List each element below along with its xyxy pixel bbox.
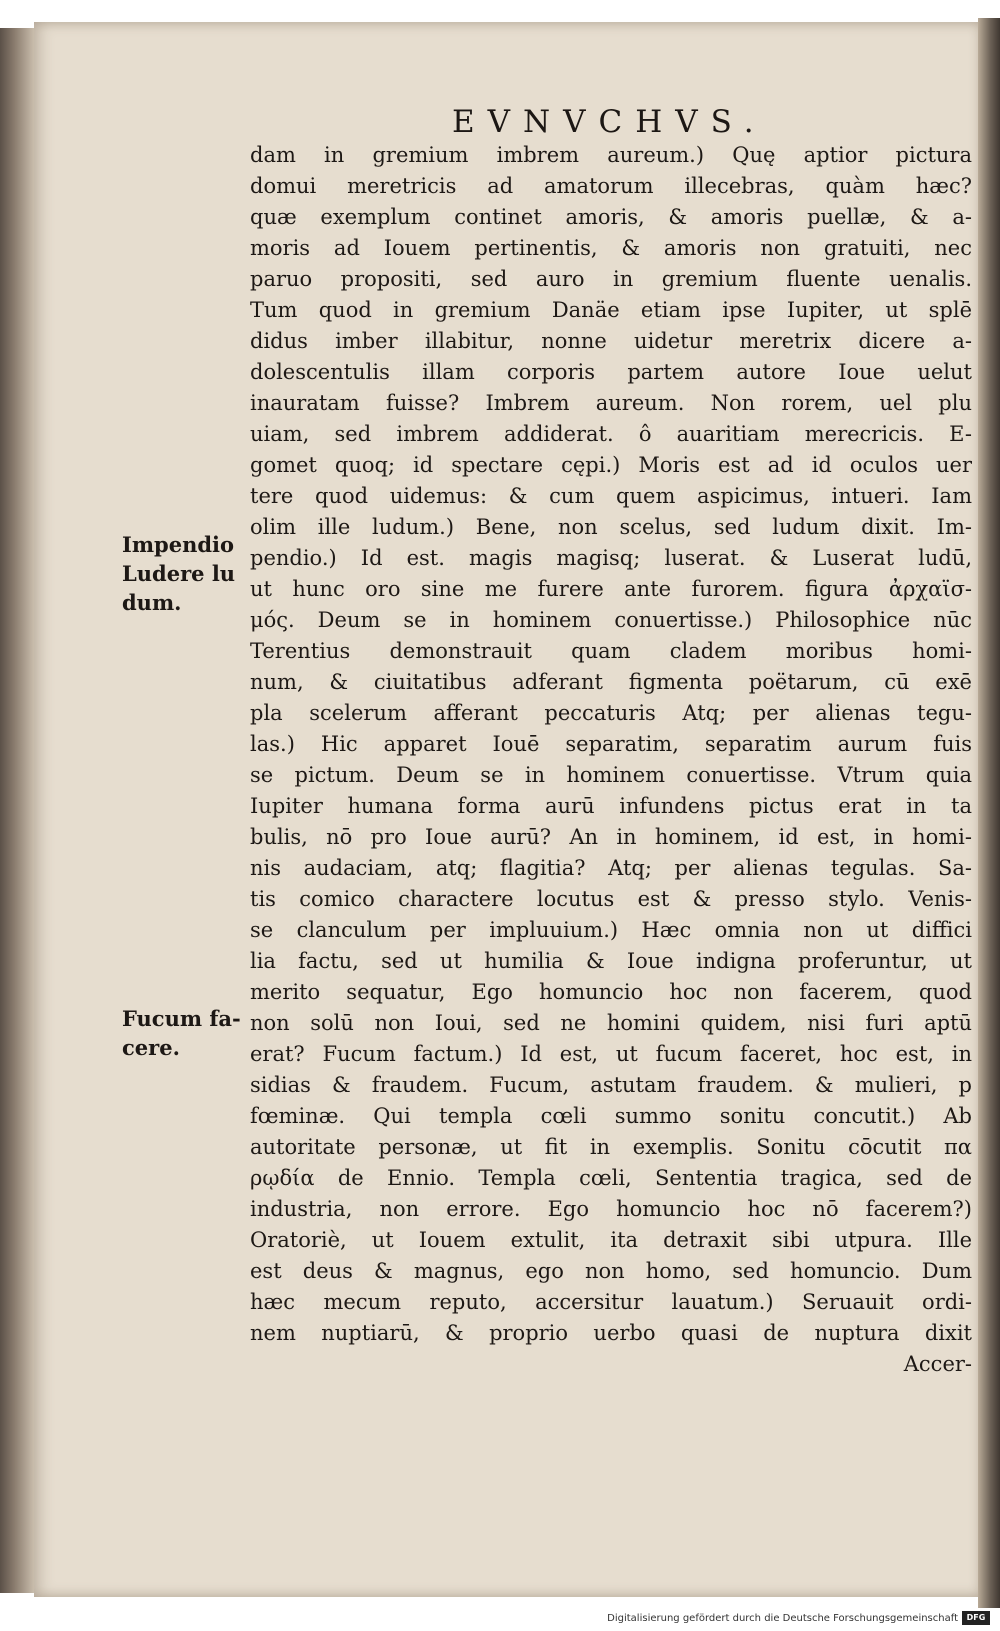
text-line: lia factu, sed ut humilia & Ioue indigna proferuntur, ut xyxy=(250,949,972,973)
text-line: se pictum. Deum se in hominem conuertisse. Vtrum quia xyxy=(250,763,972,787)
text-line: inauratam fuisse? Imbrem aureum. Non rorem, uel plu xyxy=(250,391,972,415)
text-line: tere quod uidemus: & cum quem aspicimus, intueri. Iam xyxy=(250,484,972,508)
margin-note-line: cere. xyxy=(122,1035,180,1060)
text-line: Accer- xyxy=(903,1352,972,1376)
text-line: ut hunc oro sine me furere ante furorem. figura ἀρχαϊσ- xyxy=(250,577,972,601)
text-line: pendio.) Id est. magis magisq; luserat. & Luserat ludū, xyxy=(250,546,972,570)
text-line: moris ad Iouem pertinentis, & amoris non gratuiti, nec xyxy=(250,236,972,260)
text-line: uiam, sed imbrem addiderat. ô auaritiam merecricis. E- xyxy=(250,422,972,446)
text-line: nem nuptiarū, & proprio uerbo quasi de nuptura dixit xyxy=(250,1321,972,1345)
margin-note-fucum xyxy=(122,1004,248,1062)
text-line: Oratoriè, ut Iouem extulit, ita detraxit sibi utpura. Ille xyxy=(250,1228,972,1252)
text-line: ρῳδία de Ennio. Templa cœli, Sententia tragica, sed de xyxy=(250,1166,972,1190)
text-line: non solū non Ioui, sed ne homini quidem, nisi furi aptū xyxy=(250,1011,972,1035)
text-line: num, & ciuitatibus adferant figmenta poëtarum, cū exē xyxy=(250,670,972,694)
margin-note-line: Fucum fa- xyxy=(122,1006,241,1031)
text-line: las.) Hic apparet Iouē separatim, separatim aurum fuis xyxy=(250,732,972,756)
book-fore-edge xyxy=(978,18,1000,1608)
text-line: gomet quoq; id spectare cępi.) Moris est ad id oculos uer xyxy=(250,453,972,477)
text-line: se clanculum per impluuium.) Hæc omnia non ut diffici xyxy=(250,918,972,942)
dfg-logo: DFG xyxy=(962,1611,990,1625)
text-line: erat? Fucum factum.) Id est, ut fucum faceret, hoc est, in xyxy=(250,1042,972,1066)
text-line: sidias & fraudem. Fucum, astutam fraudem. & mulieri, p xyxy=(250,1073,972,1097)
digitization-credit: Digitalisierung gefördert durch die Deutsche Forschungsgemeinschaft xyxy=(607,1613,958,1624)
text-line: industria, non errore. Ego homuncio hoc nō facerem?) xyxy=(250,1197,972,1221)
text-line: didus imber illabitur, nonne uidetur meretrix dicere a- xyxy=(250,329,972,353)
text-line: paruo propositi, sed auro in gremium fluente uenalis. xyxy=(250,267,972,291)
text-line: merito sequatur, Ego homuncio hoc non facerem, quod xyxy=(250,980,972,1004)
text-line: est deus & magnus, ego non homo, sed homuncio. Dum xyxy=(250,1259,972,1283)
commentary-text xyxy=(250,140,972,1380)
margin-note-line: dum. xyxy=(122,590,182,615)
text-line: fœminæ. Qui templa cœli summo sonitu concutit.) Ab xyxy=(250,1104,972,1128)
text-line: bulis, nō pro Ioue aurū? An in hominem, id est, in homi- xyxy=(250,825,972,849)
margin-note-line: Ludere lu xyxy=(122,561,236,586)
text-line: μός. Deum se in hominem conuertisse.) Philosophice nūc xyxy=(250,608,972,632)
text-line: nis audaciam, atq; flagitia? Atq; per alienas tegulas. Sa- xyxy=(250,856,972,880)
text-line: hæc mecum reputo, accersitur lauatum.) Seruauit ordi- xyxy=(250,1290,972,1314)
running-head: EVNVCHVS. xyxy=(452,104,767,140)
text-line: autoritate personæ, ut fit in exemplis. Sonitu cōcutit πα xyxy=(250,1135,972,1159)
text-line: quæ exemplum continet amoris, & amoris puellæ, & a- xyxy=(250,205,972,229)
text-line: Iupiter humana forma aurū infundens pictus erat in ta xyxy=(250,794,972,818)
margin-note-line: Impendio xyxy=(122,532,235,557)
text-line: pla scelerum afferant peccaturis Atq; per alienas tegu- xyxy=(250,701,972,725)
text-line: dam in gremium imbrem aureum.) Quę aptior pictura xyxy=(250,143,972,167)
text-line: olim ille ludum.) Bene, non scelus, sed ludum dixit. Im- xyxy=(250,515,972,539)
text-line: domui meretricis ad amatorum illecebras, quàm hæc? xyxy=(250,174,972,198)
text-line: dolescentulis illam corporis partem autore Ioue uelut xyxy=(250,360,972,384)
margin-note-impendio xyxy=(122,530,248,617)
text-line: Terentius demonstrauit quam cladem moribus homi- xyxy=(250,639,972,663)
text-line: Tum quod in gremium Danäe etiam ipse Iupiter, ut splē xyxy=(250,298,972,322)
text-line: tis comico charactere locutus est & presso stylo. Venis- xyxy=(250,887,972,911)
book-binding-edge xyxy=(0,28,36,1593)
